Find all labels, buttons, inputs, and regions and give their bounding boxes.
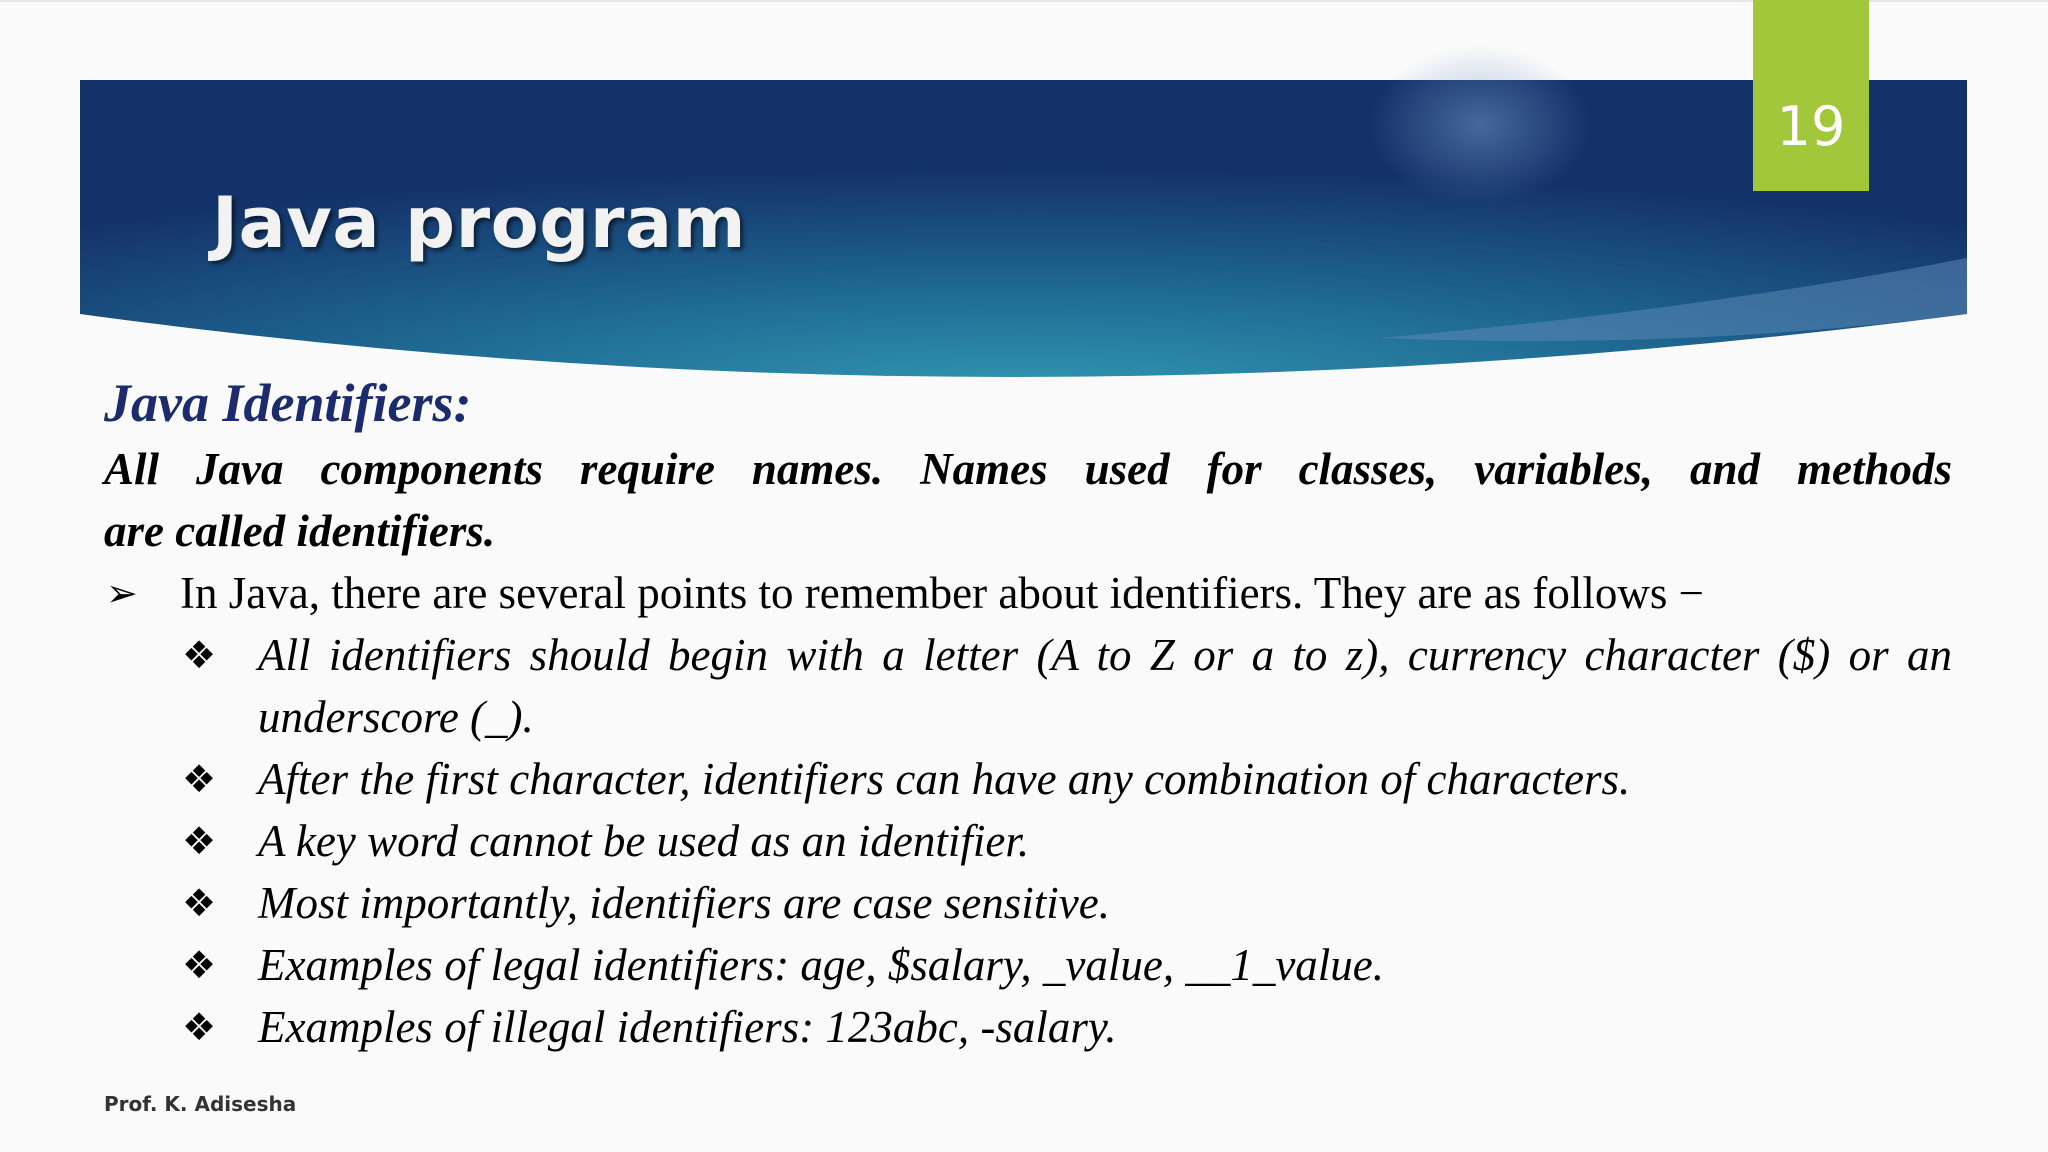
identifier-rules-list — [104, 624, 1952, 1058]
list-item-text: All identifiers should begin with a letter (A to Z or a to z), currency character ($) or an underscore (_). — [258, 630, 1952, 742]
arrowhead-bullet-icon: ➢ — [106, 571, 138, 615]
four-diamond-bullet-icon: ❖ — [182, 881, 217, 925]
list-item-text: Examples of legal identifiers: age, $salary, _value, __1_value. — [258, 940, 1385, 990]
intro-line: are called identifiers. — [104, 506, 496, 556]
list-item — [104, 996, 1952, 1058]
list-item-text: Examples of illegal identifiers: 123abc, -salary. — [258, 1002, 1117, 1052]
list-item — [104, 872, 1952, 934]
slide-number: 19 — [1776, 95, 1846, 158]
list-item — [104, 748, 1952, 810]
lead-point-text: In Java, there are several points to remember about identifiers. They are as follows − — [180, 568, 1705, 618]
list-item — [104, 810, 1952, 872]
lead-point — [104, 562, 1952, 624]
four-diamond-bullet-icon: ❖ — [182, 943, 217, 987]
intro-line: All Java components require names. Names used for classes, variables, and methods — [104, 444, 1952, 494]
list-item — [104, 624, 1952, 748]
list-item-text: A key word cannot be used as an identifier. — [258, 816, 1030, 866]
list-item-text: Most importantly, identifiers are case sensitive. — [258, 878, 1110, 928]
slide-number-badge — [1753, 0, 1869, 191]
list-item — [104, 934, 1952, 996]
list-item-text: After the first character, identifiers can have any combination of characters. — [258, 754, 1631, 804]
four-diamond-bullet-icon: ❖ — [182, 757, 217, 801]
four-diamond-bullet-icon: ❖ — [182, 633, 217, 677]
slide-footer-author: Prof. K. Adisesha — [104, 1092, 297, 1116]
slide-body — [104, 368, 1952, 1058]
slide-title: Java program — [212, 182, 747, 264]
intro-paragraph — [104, 438, 1952, 562]
four-diamond-bullet-icon: ❖ — [182, 1005, 217, 1049]
section-heading: Java Identifiers: — [104, 373, 472, 433]
four-diamond-bullet-icon: ❖ — [182, 819, 217, 863]
